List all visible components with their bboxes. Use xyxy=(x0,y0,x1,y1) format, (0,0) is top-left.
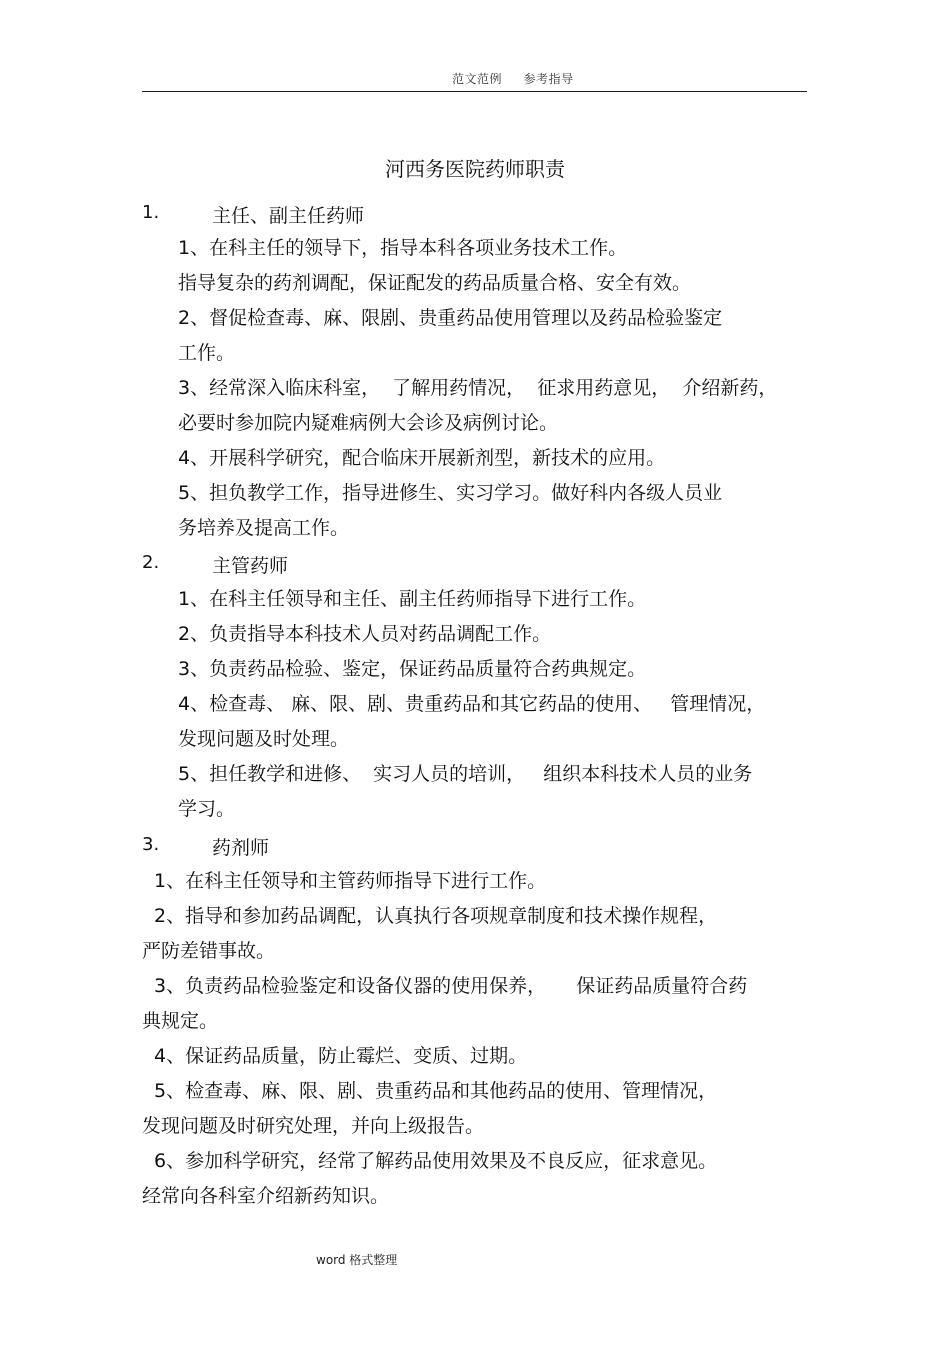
paragraph-line: 4、保证药品质量，防止霉烂、变质、过期。 xyxy=(154,1045,528,1067)
page-header: 范文范例 参考指导 xyxy=(452,72,574,86)
paragraph-line: 1、在科主任领导和主管药师指导下进行工作。 xyxy=(154,870,547,892)
paragraph-line: 5、担负教学工作，指导进修生、实习学习。做好科内各级人员业 xyxy=(178,482,723,504)
paragraph-line: 典规定。 xyxy=(142,1010,219,1032)
paragraph-line: 3、经常深入临床科室， 了解用药情况， 征求用药意见， 介绍新药， xyxy=(178,377,778,399)
paragraph-line: 5、检查毒、麻、限、剧、贵重药品和其他药品的使用、管理情况， xyxy=(154,1080,718,1102)
paragraph-line: 4、检查毒、 麻、限、剧、贵重药品和其它药品的使用、 管理情况， xyxy=(178,693,766,715)
section-title: 主任、副主任药师 xyxy=(212,205,365,227)
paragraph-line: 2、督促检查毒、麻、限剧、贵重药品使用管理以及药品检验鉴定 xyxy=(178,307,723,329)
paragraph-line: 2、负责指导本科技术人员对药品调配工作。 xyxy=(178,623,552,645)
paragraph-line: 发现问题及时研究处理，并向上级报告。 xyxy=(142,1115,485,1137)
paragraph-line: 3、负责药品检验鉴定和设备仪器的使用保养， 保证药品质量符合药 xyxy=(154,975,748,997)
paragraph-line: 1、在科主任领导和主任、副主任药师指导下进行工作。 xyxy=(178,588,647,610)
paragraph-line: 5、担任教学和进修、 实习人员的培训， 组织本科技术人员的业务 xyxy=(178,763,753,785)
paragraph-line: 严防差错事故。 xyxy=(142,940,276,962)
paragraph-line: 务培养及提高工作。 xyxy=(178,517,350,539)
document-title: 河西务医院药师职责 xyxy=(385,157,565,181)
paragraph-line: 6、参加科学研究，经常了解药品使用效果及不良反应，征求意见。 xyxy=(154,1150,718,1172)
paragraph-line: 3、负责药品检验、鉴定，保证药品质量符合药典规定。 xyxy=(178,658,647,680)
paragraph-line: 必要时参加院内疑难病例大会诊及病例讨论。 xyxy=(178,412,559,434)
section-title: 主管药师 xyxy=(212,555,289,577)
paragraph-line: 发现问题及时处理。 xyxy=(178,728,350,750)
page-footer: word 格式整理 xyxy=(316,1253,398,1267)
section-number: 1. xyxy=(142,202,160,223)
paragraph-line: 2、指导和参加药品调配，认真执行各项规章制度和技术操作规程， xyxy=(154,905,718,927)
paragraph-line: 1、在科主任的领导下，指导本科各项业务技术工作。 xyxy=(178,237,628,259)
paragraph-line: 指导复杂的药剂调配，保证配发的药品质量合格、安全有效。 xyxy=(178,272,692,294)
paragraph-line: 工作。 xyxy=(178,342,236,364)
section-number: 3. xyxy=(142,834,160,855)
header-rule xyxy=(142,91,807,92)
paragraph-line: 经常向各科室介绍新药知识。 xyxy=(142,1185,390,1207)
section-number: 2. xyxy=(142,552,160,573)
section-title: 药剂师 xyxy=(212,837,270,859)
paragraph-line: 4、开展科学研究，配合临床开展新剂型，新技术的应用。 xyxy=(178,447,666,469)
paragraph-line: 学习。 xyxy=(178,798,236,820)
